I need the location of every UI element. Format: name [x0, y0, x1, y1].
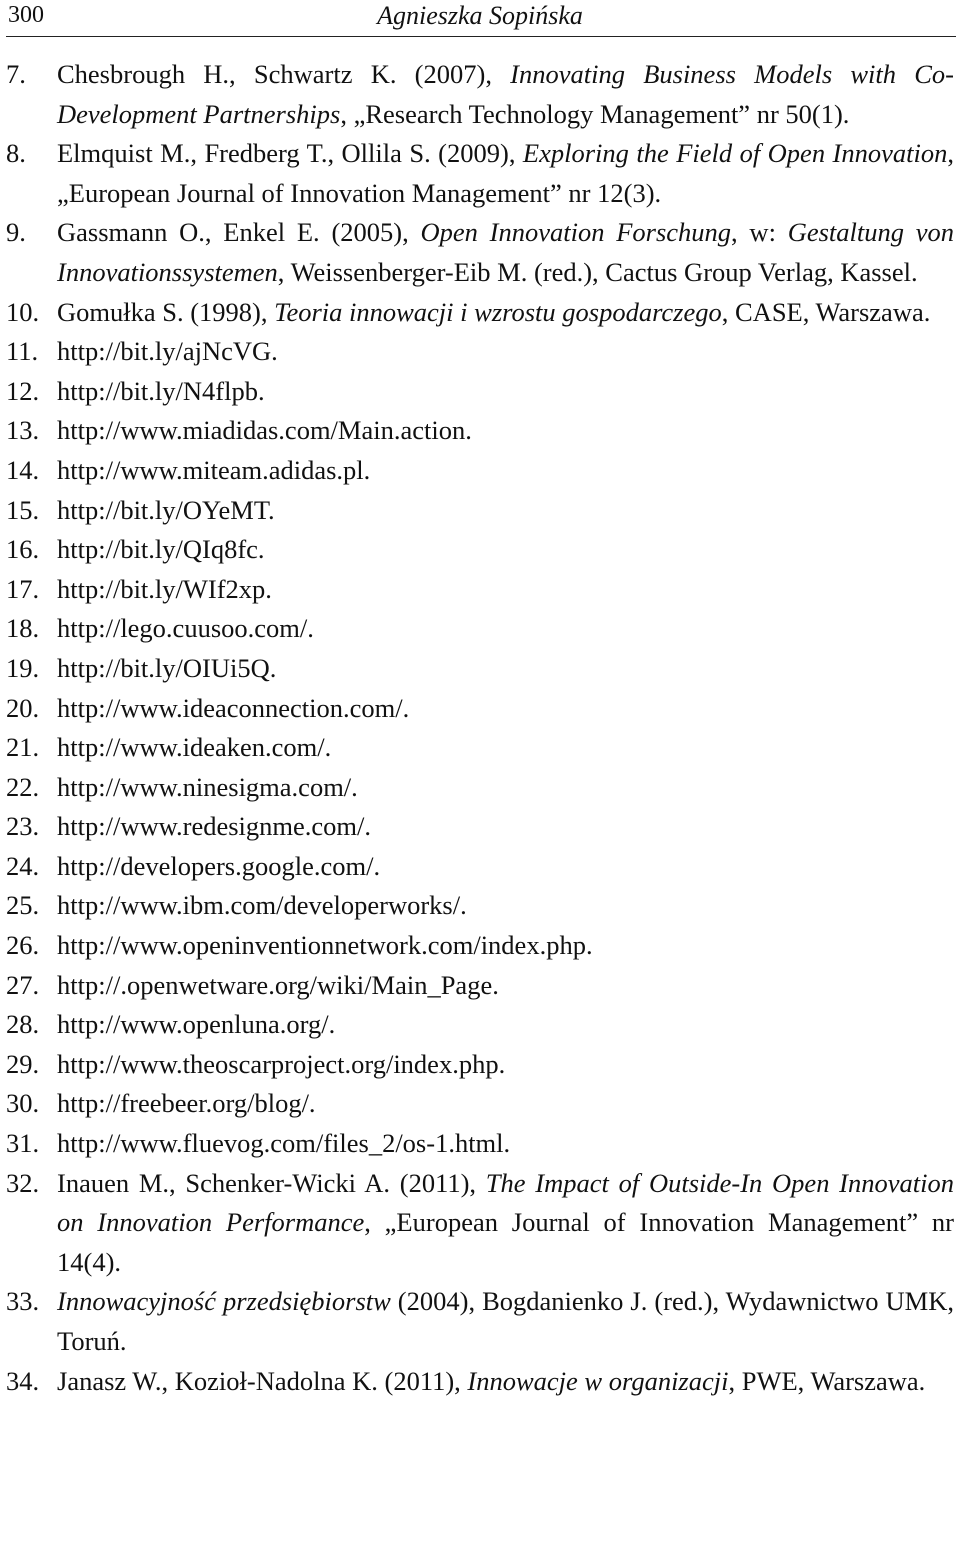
reference-segment: http://bit.ly/N4flpb. [57, 375, 265, 406]
reference-number: 24. [6, 850, 40, 881]
reference-item [0, 411, 960, 451]
reference-segment: http://lego.cuusoo.com/. [57, 613, 314, 644]
reference-text [57, 495, 275, 525]
reference-item [0, 1282, 960, 1361]
reference-segment: Gassmann O., Enkel E. (2005), [57, 217, 421, 248]
reference-item [0, 1124, 960, 1164]
reference-segment: http://freebeer.org/blog/. [57, 1088, 316, 1119]
reference-segment: http://developers.google.com/. [57, 850, 381, 881]
reference-number: 34. [6, 1365, 40, 1396]
reference-item [0, 293, 960, 333]
reference-number: 28. [6, 1009, 40, 1040]
reference-number: 11. [6, 336, 39, 367]
reference-item [0, 926, 960, 966]
reference-item [0, 1005, 960, 1045]
reference-number: 18. [6, 613, 40, 644]
reference-number: 22. [6, 771, 40, 802]
reference-title: Innowacyjność przedsiębiorstw [57, 1286, 391, 1317]
reference-item [0, 689, 960, 729]
reference-list [0, 55, 960, 1401]
reference-item [0, 847, 960, 887]
reference-text [57, 336, 278, 366]
reference-number: 9. [6, 217, 26, 248]
reference-segment: http://www.miadidas.com/Main.action. [57, 415, 472, 446]
reference-segment: , „European Journal of Innovation Management” nr 14(4). [57, 1207, 954, 1277]
reference-text [57, 138, 954, 208]
reference-title: Innowacje w organizacji [467, 1365, 729, 1396]
reference-text [57, 455, 370, 485]
reference-segment: http://www.fluevog.com/files_2/os-1.html. [57, 1128, 511, 1159]
reference-item [0, 213, 960, 292]
reference-segment: http://.openwetware.org/wiki/Main_Page. [57, 969, 499, 1000]
reference-text [57, 653, 276, 683]
reference-text [57, 534, 265, 564]
reference-item [0, 491, 960, 531]
reference-title: Gestaltung von Innovationssystemen [57, 217, 955, 287]
reference-segment: http://bit.ly/OYeMT. [57, 494, 275, 525]
reference-text [57, 217, 954, 287]
reference-segment: http://www.ninesigma.com/. [57, 771, 358, 802]
reference-item [0, 530, 960, 570]
running-head-author: Agnieszka Sopińska [377, 1, 583, 30]
reference-item [0, 886, 960, 926]
reference-number: 29. [6, 1048, 40, 1079]
reference-number: 13. [6, 415, 40, 446]
reference-item [0, 1164, 960, 1283]
reference-number: 23. [6, 811, 40, 842]
reference-number: 25. [6, 890, 40, 921]
reference-item [0, 1045, 960, 1085]
reference-segment: http://bit.ly/WIf2xp. [57, 573, 272, 604]
reference-segment: (2004), Bogdanienko J. (red.), Wydawnictwo UMK, Toruń. [57, 1286, 954, 1356]
reference-number: 33. [6, 1286, 40, 1317]
reference-segment: , „European Journal of Innovation Management” nr 12(3). [57, 138, 954, 208]
reference-text [57, 376, 265, 406]
reference-text [57, 1286, 954, 1356]
reference-segment: Elmquist M., Fredberg T., Ollila S. (2009), [57, 138, 523, 169]
reference-number: 31. [6, 1128, 40, 1159]
reference-segment: , w: [731, 217, 788, 248]
reference-segment: http://www.theoscarproject.org/index.php. [57, 1048, 506, 1079]
reference-segment: , CASE, Warszawa. [721, 296, 931, 327]
reference-segment: http://bit.ly/ajNcVG. [57, 336, 278, 367]
reference-text [57, 851, 380, 881]
reference-text [57, 732, 331, 762]
reference-number: 8. [6, 138, 26, 169]
reference-number: 27. [6, 969, 40, 1000]
reference-number: 19. [6, 652, 40, 683]
reference-number: 17. [6, 573, 40, 604]
reference-text [57, 890, 467, 920]
reference-text [57, 59, 954, 129]
reference-number: 16. [6, 534, 40, 565]
reference-number: 30. [6, 1088, 40, 1119]
reference-text [57, 1128, 510, 1158]
reference-number: 32. [6, 1167, 40, 1198]
reference-segment: http://www.openinventionnetwork.com/index.php. [57, 930, 593, 961]
reference-number: 20. [6, 692, 40, 723]
reference-item [0, 609, 960, 649]
reference-text [57, 1009, 335, 1039]
reference-segment: http://www.ideaconnection.com/. [57, 692, 410, 723]
reference-number: 14. [6, 454, 40, 485]
reference-text [57, 1088, 316, 1118]
reference-item [0, 332, 960, 372]
reference-item [0, 768, 960, 808]
reference-title: The Impact of Outside-In Open Innovation on Innovation Performance [57, 1167, 954, 1238]
reference-item [0, 55, 960, 134]
reference-segment: , „Research Technology Management” nr 50(1). [340, 98, 850, 129]
page-number: 300 [8, 2, 44, 28]
reference-segment: http://bit.ly/QIq8fc. [57, 534, 265, 565]
reference-segment: http://www.ibm.com/developerworks/. [57, 890, 467, 921]
reference-text [57, 415, 472, 445]
reference-number: 15. [6, 494, 40, 525]
reference-title: Open Innovation Forschung [420, 217, 732, 248]
reference-item [0, 728, 960, 768]
reference-segment: , PWE, Warszawa. [728, 1365, 926, 1396]
reference-item [0, 570, 960, 610]
reference-title: Teoria innowacji i wzrostu gospodarczego [274, 296, 722, 327]
reference-text [57, 811, 371, 841]
reference-segment: http://www.openluna.org/. [57, 1009, 336, 1040]
header-rule [6, 36, 956, 37]
reference-item [0, 451, 960, 491]
reference-text [57, 1049, 505, 1079]
reference-text [57, 693, 409, 723]
reference-item [0, 1362, 960, 1402]
reference-item [0, 134, 960, 213]
reference-number: 12. [6, 375, 40, 406]
reference-title: Exploring the Field of Open Innovation [522, 138, 948, 169]
reference-item [0, 649, 960, 689]
reference-text [57, 297, 930, 327]
reference-text [57, 1168, 954, 1277]
reference-segment: Inauen M., Schenker-Wicki A. (2011), [57, 1167, 486, 1198]
reference-title: Innovating Business Models with Co-Development Partnerships [57, 59, 954, 129]
reference-text [57, 970, 499, 1000]
reference-text [57, 613, 314, 643]
reference-text [57, 930, 593, 960]
reference-item [0, 1084, 960, 1124]
reference-item [0, 807, 960, 847]
reference-segment: http://www.miteam.adidas.pl. [57, 454, 371, 485]
reference-item [0, 372, 960, 412]
reference-text [57, 574, 272, 604]
reference-segment: Gomułka S. (1998), [57, 296, 275, 327]
reference-segment: http://www.redesignme.com/. [57, 811, 372, 842]
reference-number: 26. [6, 930, 40, 961]
reference-item [0, 966, 960, 1006]
reference-segment: Janasz W., Kozioł-Nadolna K. (2011), [57, 1365, 468, 1396]
reference-number: 7. [6, 59, 26, 89]
reference-number: 21. [6, 732, 40, 763]
reference-text [57, 772, 358, 802]
page-header [0, 0, 960, 40]
reference-segment: http://bit.ly/OIUi5Q. [57, 652, 277, 683]
reference-segment: Chesbrough H., Schwartz K. (2007), [57, 59, 511, 89]
reference-number: 10. [6, 296, 40, 327]
reference-text [57, 1366, 925, 1396]
reference-segment: , Weissenberger-Eib M. (red.), Cactus Group Verlag, Kassel. [277, 256, 918, 287]
reference-segment: http://www.ideaken.com/. [57, 732, 332, 763]
